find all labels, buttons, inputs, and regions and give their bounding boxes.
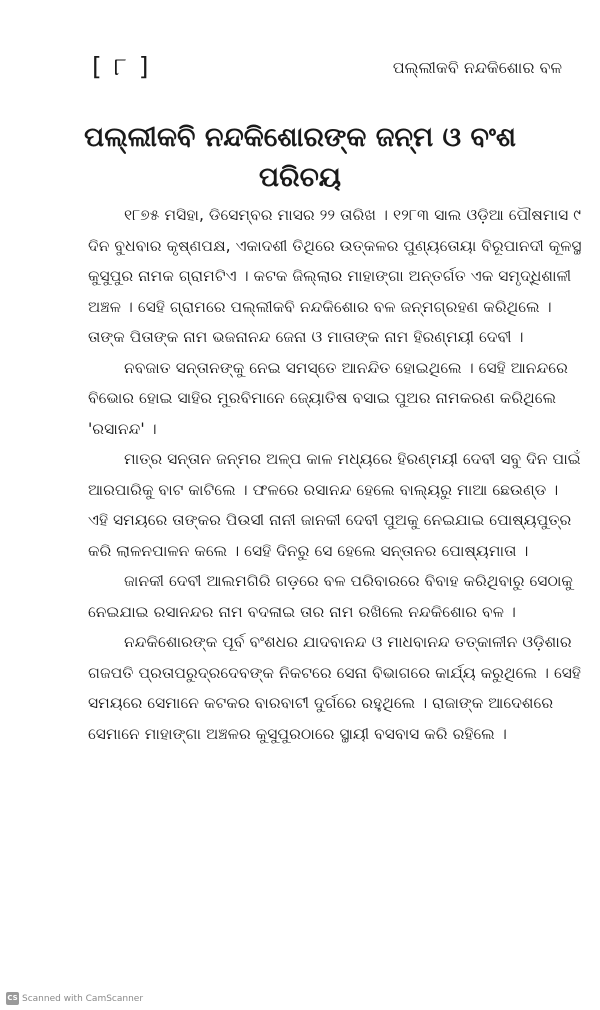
paragraph-1: ୧୮୭୫ ମସିହା, ଡିସେମ୍ବର ମାସର ୨୨ ତାରିଖ । ୧୨୮୩ ସାଲ ଓଡ଼ିଆ ପୌଷମାସ ୯ ଦିନ ବୁଧବାର କୃଷ୍ଣପକ୍ଷ, ଏକାଦଶୀ ତିଥିରେ ଉତ୍କଳର ପୁଣ୍ୟତୋୟା ବିରୂପାନଦୀ କୂଳସ୍ଥ କୁସୁପୁର ନାମକ ଗ୍ରାମଟିଏ । କଟକ ଜିଲ୍ଲାର ମାହାଙ୍ଗା ଅନ୍ତର୍ଗତ ଏକ ସମୃଦ୍ଧିଶାଳୀ ଅଞ୍ଚଳ । ସେହି ଗ୍ରାମରେ ପଲ୍ଲୀକବି ନନ୍ଦକିଶୋର ବଳ ଜନ୍ମଗ୍ରହଣ କରିଥିଲେ । ତାଙ୍କ ପିତାଙ୍କ ନାମ ଭଜନାନନ୍ଦ ଜେନା ଓ ମାତାଙ୍କ ନାମ ହିରଣ୍ମୟୀ ଦେବୀ । [88, 206, 582, 346]
paragraph-4: ଜାନକୀ ଦେବୀ ଆଲମଗିରି ଗଡ଼ରେ ବଳ ପରିବାରରେ ବିବାହ କରିଥିବାରୁ ସେଠାକୁ ନେଇଯାଇ ରସାନନ୍ଦର ନାମ ବଦଳାଇ ତାର ନାମ ରଖିଲେ ନନ୍ଦକିଶୋର ବଳ । [88, 572, 573, 621]
watermark-text: Scanned with CamScanner [22, 994, 144, 1004]
camscanner-icon: CS [6, 992, 19, 1005]
paragraph-3: ମାତ୍ର ସନ୍ତାନ ଜନ୍ମର ଅଳ୍ପ କାଳ ମଧ୍ୟରେ ହିରଣ୍ମୟୀ ଦେବୀ ସବୁ ଦିନ ପାଇଁ ଆରପାରିକୁ ବାଟ କାଟିଲେ । ଫଳରେ ରସାନନ୍ଦ ହେଲେ ବାଲ୍ୟରୁ ମାଆ ଛେଉଣ୍ଡ । ଏହି ସମୟରେ ତାଙ୍କର ପିଉସୀ ନାନୀ ଜାନକୀ ଦେବୀ ପୁଅକୁ ନେଇଯାଇ ପୋଷ୍ୟପୁତ୍ର କରି ଲାଳନପାଳନ କଲେ । ସେହି ଦିନରୁ ସେ ହେଲେ ସନ୍ତାନର ପୋଷ୍ୟମାତା । [88, 450, 581, 560]
scanner-watermark [6, 992, 143, 1005]
page-number: [ ୮ ] [92, 52, 151, 81]
paragraph-2: ନବଜାତ ସନ୍ତାନଙ୍କୁ ନେଇ ସମସ୍ତେ ଆନନ୍ଦିତ ହୋଇଥିଲେ । ସେହି ଆନନ୍ଦରେ ବିଭୋର ହୋଇ ସାହିର ମୁରବିମାନେ ଜ୍ୟୋତିଷ ବସାଇ ପୁଅର ନାମକରଣ କରିଥିଲେ 'ରସାନନ୍ଦ' । [88, 358, 568, 438]
chapter-title-line-2: ପରିଚୟ [258, 162, 342, 193]
body-text [88, 200, 582, 749]
paragraph-5: ନନ୍ଦକିଶୋରଙ୍କ ପୂର୍ବ ବଂଶଧର ଯାଦବାନନ୍ଦ ଓ ମାଧବାନନ୍ଦ ତତ୍କାଳୀନ ଓଡ଼ିଶାର ଗଜପତି ପ୍ରତାପରୁଦ୍ରଦେବଙ୍କ ନିକଟରେ ସେନା ବିଭାଗରେ କାର୍ଯ୍ୟ କରୁଥିଲେ । ସେହି ସମୟରେ ସେମାନେ କଟକର ବାରବାଟୀ ଦୁର୍ଗରେ ରହୁଥିଲେ । ରାଜାଙ୍କ ଆଦେଶରେ ସେମାନେ ମାହାଙ୍ଗା ଅଞ୍ଚଳର କୁସୁପୁରଠାରେ ସ୍ଥାୟୀ ବସବାସ କରି ରହିଲେ । [88, 633, 582, 743]
chapter-title-line-1: ପଲ୍ଲୀକବି ନନ୍ଦକିଶୋରଙ୍କ ଜନ୍ମ ଓ ବଂଶ [84, 122, 516, 153]
running-header: ପଲ୍ଲୀକବି ନନ୍ଦକିଶୋର ବଳ [392, 58, 562, 77]
